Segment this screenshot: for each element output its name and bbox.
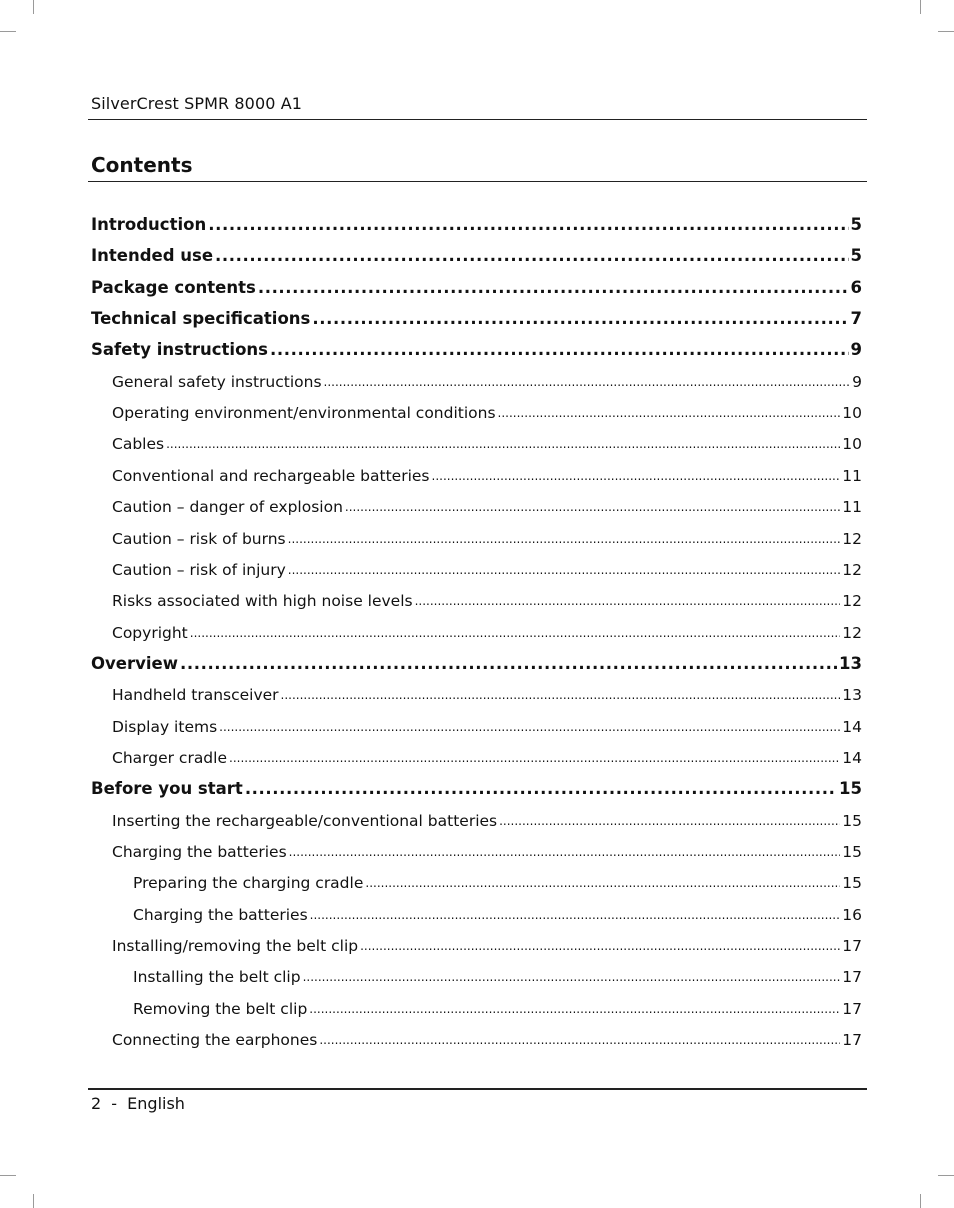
toc-leader-dots xyxy=(229,747,840,769)
toc-entry xyxy=(91,616,862,644)
toc-entry xyxy=(91,584,862,612)
toc-entry xyxy=(91,365,862,393)
toc-entry-page-number: 17 xyxy=(842,1031,862,1050)
toc-leader-dots xyxy=(245,778,837,800)
toc-entry-page-number: 12 xyxy=(842,592,862,611)
toc-entry xyxy=(91,992,862,1020)
contents-heading: Contents xyxy=(91,153,193,177)
toc-entry-page-number: 15 xyxy=(842,874,862,893)
contents-rule xyxy=(88,181,867,182)
toc-entry-page-number: 16 xyxy=(842,905,862,924)
toc-entry-label: Preparing the charging cradle xyxy=(133,874,364,893)
toc-entry xyxy=(91,1023,862,1051)
crop-mark xyxy=(0,31,16,32)
toc-leader-dots xyxy=(365,872,840,894)
toc-entry-label: Overview xyxy=(91,653,178,673)
toc-entry-label: General safety instructions xyxy=(112,372,322,391)
toc-entry xyxy=(91,929,862,957)
toc-leader-dots xyxy=(324,371,851,393)
toc-entry xyxy=(91,271,862,299)
toc-leader-dots xyxy=(310,904,841,926)
toc-entry xyxy=(91,522,862,550)
toc-leader-dots xyxy=(415,590,841,612)
toc-entry xyxy=(91,333,862,361)
toc-entry-page-number: 11 xyxy=(842,498,862,517)
toc-entry-label: Package contents xyxy=(91,277,256,297)
toc-entry-label: Charger cradle xyxy=(112,748,227,767)
toc-leader-dots xyxy=(208,214,848,236)
toc-entry-page-number: 7 xyxy=(850,309,862,329)
toc-entry-page-number: 13 xyxy=(839,653,862,673)
toc-leader-dots xyxy=(180,653,837,675)
toc-entry-page-number: 17 xyxy=(842,999,862,1018)
toc-leader-dots xyxy=(215,245,848,267)
toc-entry-page-number: 15 xyxy=(839,779,862,799)
toc-entry xyxy=(91,459,862,487)
toc-entry-page-number: 9 xyxy=(850,340,862,360)
toc-entry xyxy=(91,208,862,236)
document-header-title: SilverCrest SPMR 8000 A1 xyxy=(91,94,303,113)
toc-entry-label: Technical specifications xyxy=(91,309,311,329)
toc-leader-dots xyxy=(303,966,841,988)
toc-entry-label: Cables xyxy=(112,435,165,454)
crop-mark xyxy=(33,1194,34,1208)
toc-entry-label: Removing the belt clip xyxy=(133,999,308,1018)
page-footer xyxy=(91,1093,185,1115)
toc-entry-page-number: 15 xyxy=(842,811,862,830)
toc-entry-label: Safety instructions xyxy=(91,340,268,360)
toc-entry-label: Copyright xyxy=(112,623,188,642)
toc-leader-dots xyxy=(270,339,849,361)
toc-entry xyxy=(91,239,862,267)
toc-entry-label: Charging the batteries xyxy=(112,843,287,861)
toc-entry xyxy=(91,772,862,800)
toc-leader-dots xyxy=(499,810,840,832)
crop-mark xyxy=(0,1175,16,1176)
toc-entry xyxy=(91,710,862,738)
toc-entry-page-number: 10 xyxy=(842,404,862,423)
toc-entry xyxy=(91,835,862,863)
toc-entry xyxy=(91,427,862,455)
toc-entry-page-number: 5 xyxy=(850,215,862,234)
toc-entry-label: Caution – risk of injury xyxy=(112,560,286,579)
toc-entry-label: Intended use xyxy=(91,246,214,266)
toc-entry xyxy=(91,302,862,330)
toc-entry xyxy=(91,898,862,926)
toc-leader-dots xyxy=(281,684,841,706)
toc-entry-label: Caution – risk of burns xyxy=(112,529,286,548)
crop-mark xyxy=(920,0,921,14)
toc-entry xyxy=(91,678,862,706)
footer-rule xyxy=(88,1088,867,1090)
header-rule xyxy=(88,119,867,120)
toc-leader-dots xyxy=(219,716,840,738)
footer-language: English xyxy=(127,1094,185,1113)
toc-leader-dots xyxy=(309,998,840,1020)
toc-leader-dots xyxy=(312,308,848,330)
toc-entry-label: Inserting the rechargeable/conventional batteries xyxy=(112,811,498,830)
toc-entry-label: Risks associated with high noise levels xyxy=(112,592,413,611)
toc-entry-page-number: 5 xyxy=(850,246,862,266)
toc-leader-dots xyxy=(498,402,841,424)
toc-entry xyxy=(91,647,862,675)
toc-entry-page-number: 12 xyxy=(842,529,862,548)
toc-leader-dots xyxy=(289,841,841,863)
crop-mark xyxy=(938,31,954,32)
crop-mark xyxy=(920,1194,921,1208)
toc-entry xyxy=(91,553,862,581)
toc-entry-page-number: 12 xyxy=(842,623,862,642)
toc-leader-dots xyxy=(288,528,841,550)
toc-entry-label: Installing the belt clip xyxy=(133,968,301,987)
toc-entry-label: Introduction xyxy=(91,215,207,234)
toc-leader-dots xyxy=(166,433,840,455)
toc-entry xyxy=(91,804,862,832)
toc-entry-page-number: 9 xyxy=(852,372,862,391)
toc-entry-page-number: 14 xyxy=(842,717,862,736)
toc-entry-label: Caution – danger of explosion xyxy=(112,498,343,517)
toc-entry xyxy=(91,741,862,769)
toc-entry-page-number: 14 xyxy=(842,748,862,767)
toc-entry-page-number: 6 xyxy=(850,277,862,297)
toc-entry-label: Display items xyxy=(112,717,218,736)
crop-mark xyxy=(938,1175,954,1176)
footer-separator: - xyxy=(111,1094,118,1113)
toc-entry-page-number: 13 xyxy=(842,686,862,705)
toc-entry-page-number: 12 xyxy=(842,560,862,579)
toc-entry xyxy=(91,396,862,424)
page-number: 2 xyxy=(91,1094,102,1113)
toc-entry-label: Before you start xyxy=(91,779,243,799)
toc-leader-dots xyxy=(319,1029,840,1051)
toc-entry xyxy=(91,490,862,518)
toc-entry-page-number: 10 xyxy=(842,435,862,454)
toc-entry xyxy=(91,960,862,988)
toc-leader-dots xyxy=(288,559,840,581)
toc-entry-label: Charging the batteries xyxy=(133,905,308,924)
toc-entry-page-number: 15 xyxy=(842,843,862,861)
toc-entry xyxy=(91,866,862,894)
toc-entry-label: Conventional and rechargeable batteries xyxy=(112,466,430,485)
toc-entry-label: Connecting the earphones xyxy=(112,1031,318,1050)
toc-leader-dots xyxy=(360,935,840,957)
toc-entry-page-number: 17 xyxy=(842,937,862,956)
toc-entry-page-number: 17 xyxy=(842,968,862,987)
toc-entry-label: Operating environment/environmental conditions xyxy=(112,404,496,423)
crop-mark xyxy=(33,0,34,14)
toc-entry-label: Installing/removing the belt clip xyxy=(112,937,359,956)
toc-entry-label: Handheld transceiver xyxy=(112,686,279,705)
toc-leader-dots xyxy=(432,465,841,487)
toc-leader-dots xyxy=(258,277,849,299)
toc-entry-page-number: 11 xyxy=(842,466,862,485)
toc-leader-dots xyxy=(345,496,840,518)
toc-leader-dots xyxy=(190,622,841,644)
